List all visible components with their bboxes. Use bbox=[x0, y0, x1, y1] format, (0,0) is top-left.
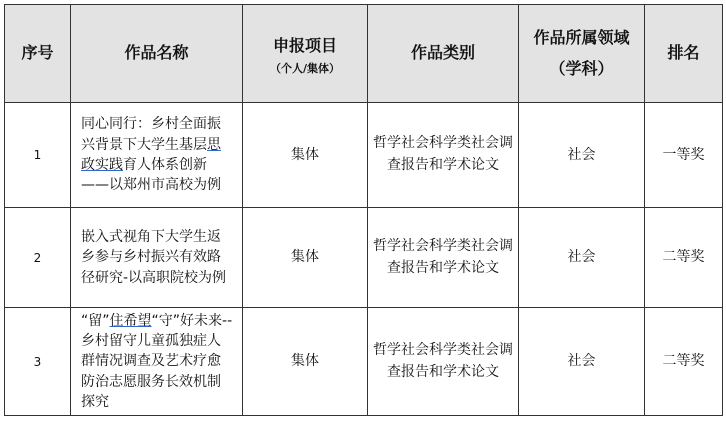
row-rank: 二等奖 bbox=[645, 208, 723, 308]
row-field: 社会 bbox=[519, 308, 645, 416]
row-seq: 1 bbox=[5, 103, 71, 208]
row-name-part: “守”好未来--乡村留守儿童孤独症人群情况调查及艺术疗愈防治志愿服务长效机制探究 bbox=[81, 312, 233, 410]
header-rank: 排名 bbox=[645, 5, 723, 103]
row-project: 集体 bbox=[243, 308, 368, 416]
row-category: 哲学社会科学类社会调查报告和学术论文 bbox=[368, 103, 519, 208]
row-name bbox=[71, 103, 243, 208]
header-seq: 序号 bbox=[5, 5, 71, 103]
table-row bbox=[5, 103, 723, 208]
header-project-label: 申报项目 bbox=[272, 35, 337, 55]
row-rank: 二等奖 bbox=[645, 308, 723, 416]
row-seq: 3 bbox=[5, 308, 71, 416]
row-name-underlined: 住希望 bbox=[109, 312, 152, 329]
row-name bbox=[71, 308, 243, 416]
row-category: 哲学社会科学类社会调查报告和学术论文 bbox=[368, 308, 519, 416]
row-name-underlined: 思政实践 bbox=[81, 136, 221, 173]
row-seq: 2 bbox=[5, 208, 71, 308]
awards-table bbox=[4, 4, 723, 416]
header-project-sub: （个人/集体） bbox=[269, 62, 341, 75]
header-name: 作品名称 bbox=[71, 5, 243, 103]
row-category: 哲学社会科学类社会调查报告和学术论文 bbox=[368, 208, 519, 308]
header-row bbox=[5, 5, 723, 103]
table-row bbox=[5, 308, 723, 416]
row-field: 社会 bbox=[519, 103, 645, 208]
row-name: 嵌入式视角下大学生返乡参与乡村振兴有效路径研究-以高职院校为例 bbox=[71, 208, 243, 308]
row-name-part: 同心同行：乡村全面振兴背景下大学生基层 bbox=[81, 116, 221, 153]
row-project: 集体 bbox=[243, 103, 368, 208]
table-row bbox=[5, 208, 723, 308]
row-rank: 一等奖 bbox=[645, 103, 723, 208]
header-category: 作品类别 bbox=[368, 5, 519, 103]
row-name-part: 育人体系创新——以郑州市高校为例 bbox=[81, 157, 221, 194]
row-field: 社会 bbox=[519, 208, 645, 308]
row-project: 集体 bbox=[243, 208, 368, 308]
header-project bbox=[243, 5, 368, 103]
header-field: 作品所属领域（学科） bbox=[519, 5, 645, 103]
row-name-part: “留” bbox=[81, 312, 110, 329]
